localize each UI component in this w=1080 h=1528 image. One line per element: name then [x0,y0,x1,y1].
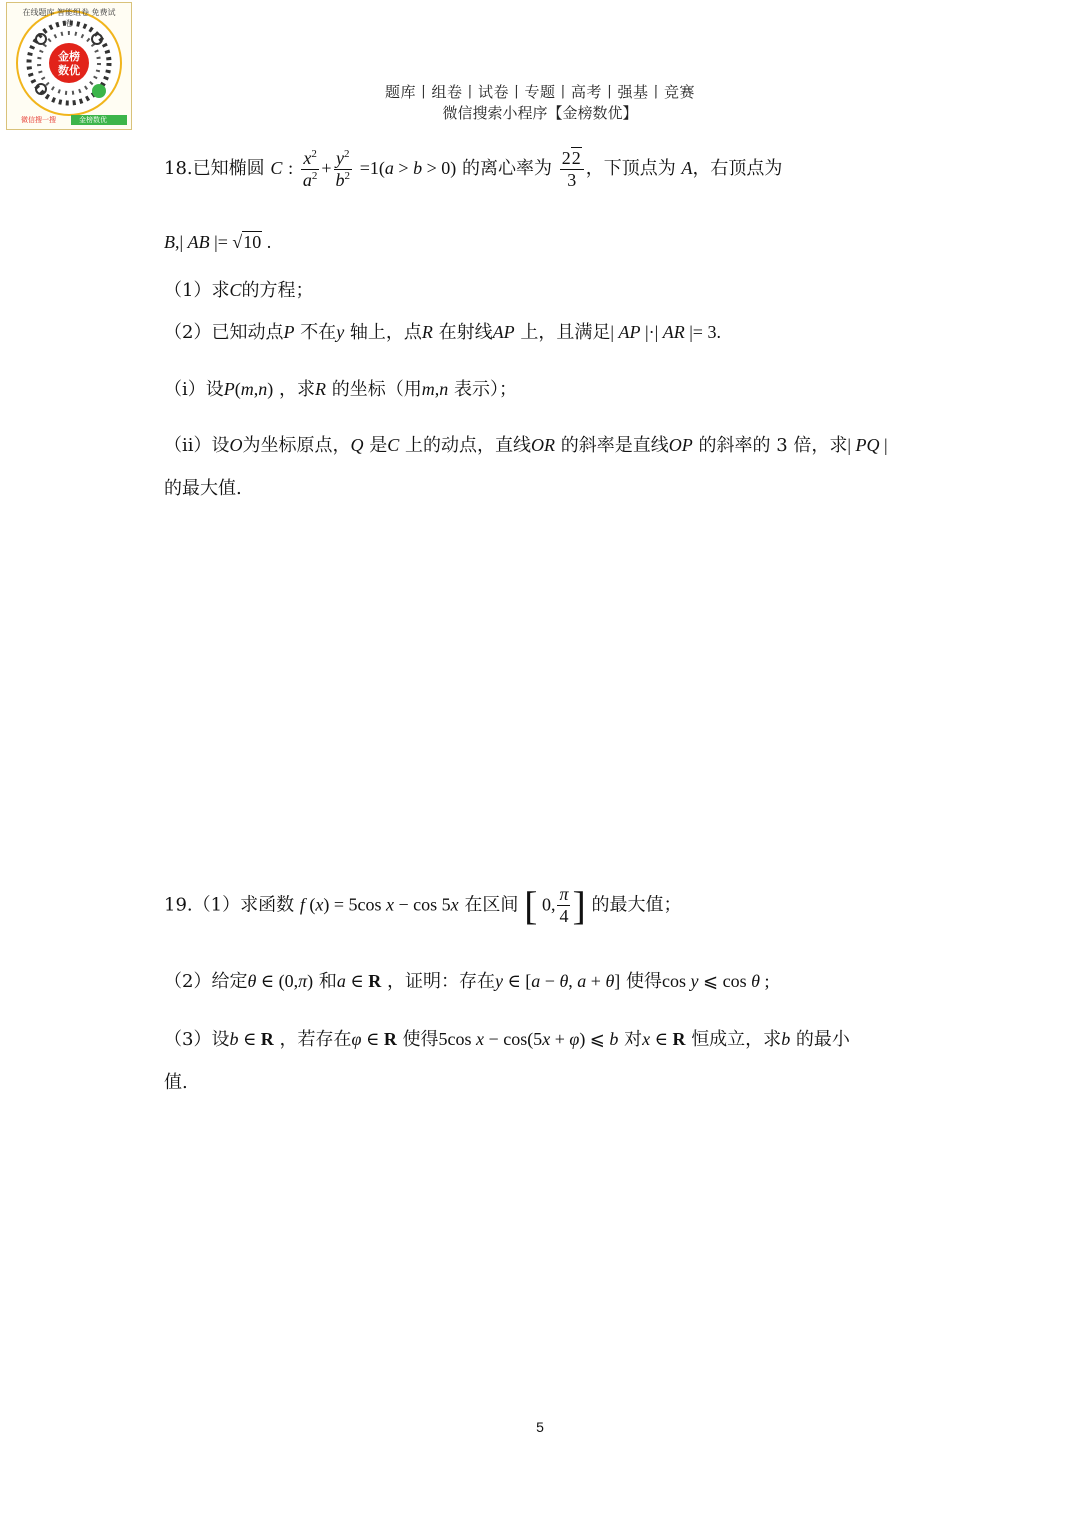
header-wechat: 微信搜索小程序【金榜数优】 [442,104,638,122]
q18-lower-text: ，下顶点为 [585,158,676,180]
q18-line-1: 18.已知椭圆 C : $\frac{x^2}{a^2}$ + $\frac{y^2}{b^2}$ =1(a > b > 0) 的离心率为 $\frac{22}{3}$ ，下顶点为 A，右顶点为 [164,148,783,190]
q19-part-3-end: 值. [164,1072,188,1093]
q19-part-2: （2）给定θ ∈ (0,π) 和a ∈ R ，证明：存在y ∈ [a − θ, a + θ] 使得cos y ⩽ cos θ ; [164,971,770,992]
q19-part-3: （3）设b ∈ R ，若存在φ ∈ R 使得5cos x − cos(5x + φ) ⩽ b 对x ∈ R 恒成立，求b 的最小 [164,1029,850,1050]
q18-intro: 已知椭圆 [192,158,265,180]
q18-right-text: ，右顶点为 [692,158,783,180]
q18-number: 18. [164,158,193,180]
q18-ecc-text: 的离心率为 [461,158,552,180]
q18-line-2: B,| AB |= √10 . [164,232,272,252]
q18-part-i: （i）设P(m,n) ，求R 的坐标（用m,n 表示）； [164,379,517,400]
q18-ecc-value: $\frac{22}{3}$ [560,148,584,190]
q19-part-1: 19.（1）求函数 f (x) = 5cos x − cos 5x 在区间 [ 0, $\frac{\pi}{4}$ ] 的最大值； [164,883,682,928]
q18-ellipse-eq: C : $\frac{x^2}{a^2}$ + $\frac{y^2}{b^2}$ =1(a > b > 0) [270,148,457,190]
q19-number: 19. [164,894,193,916]
page-number: 5 [536,1419,544,1435]
q18-part-ii-end: 的最大值. [164,478,242,499]
logo-footer-left: 微信搜一搜 [21,116,56,124]
q18-part-1: （1）求C的方程； [164,280,314,301]
q18-part-2: （2）已知动点P 不在y 轴上，点R 在射线AP 上，且满足| AP |·| AR |= 3. [164,322,721,343]
logo-ring-text: 在线题库 智能组卷 免费试卷 [22,8,116,28]
logo-footer-right: 金榜数优 [79,116,107,124]
q18-part-ii: （ii）设O为坐标原点，Q 是C 上的动点，直线OR 的斜率是直线OP 的斜率的 3 倍，求| PQ | [164,435,888,456]
logo-center-text-1: 金榜 [58,50,80,63]
logo-center-text-2: 数优 [58,64,80,77]
header-nav: 题库丨组卷丨试卷丨专题丨高考丨强基丨竞赛 [384,83,695,101]
